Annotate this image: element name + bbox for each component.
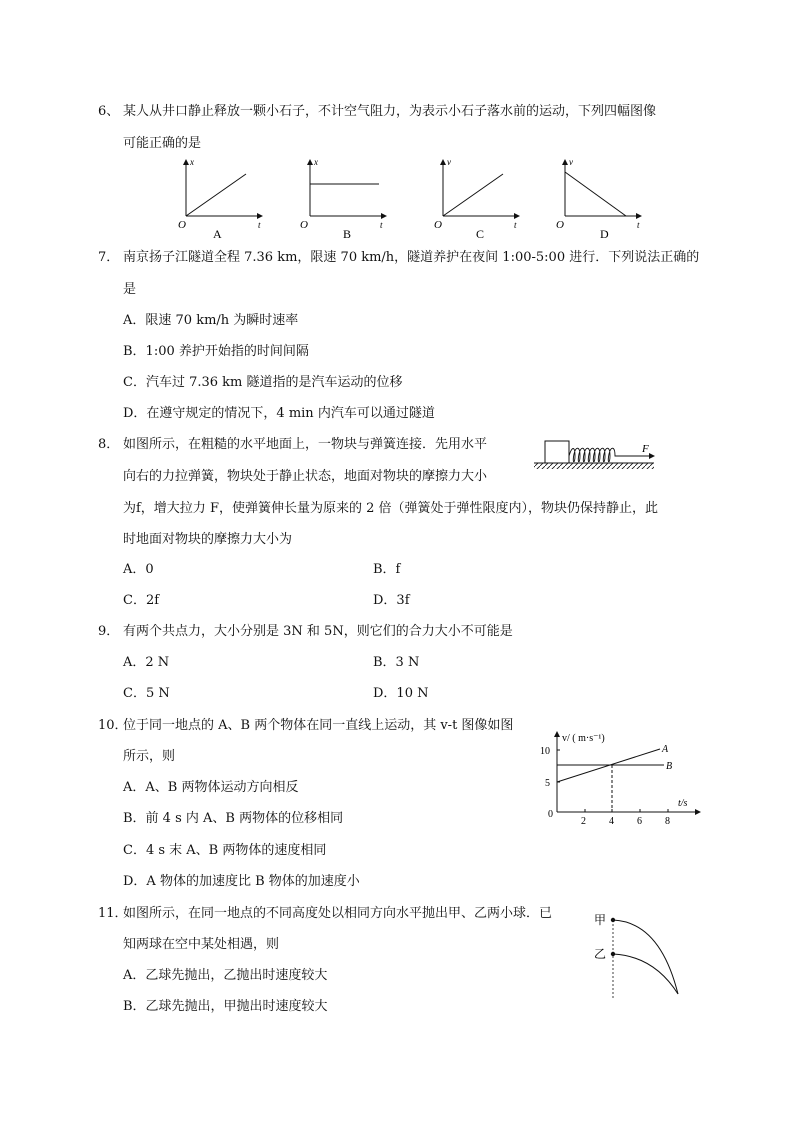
q6-a-y: x	[190, 157, 194, 167]
q7-option-b: B．1:00 养护开始指的时间间隔	[123, 344, 309, 359]
q6-a-x: t	[258, 220, 261, 230]
q8-option-b: B．f	[373, 562, 401, 577]
q8-stem-line3: 为f，增大拉力 F，使弹簧伸长量为原来的 2 倍（弹簧处于弹性限度内），物块仍保持静止，此	[123, 501, 659, 516]
label-yi: 乙	[594, 947, 607, 961]
q11-stem-line2: 知两球在空中某处相遇，则	[123, 937, 280, 952]
q6-b-x: t	[380, 220, 383, 230]
q6-c-o: O	[434, 219, 442, 231]
q10-vt-graph	[520, 728, 720, 828]
q6-c-y: v	[447, 157, 451, 167]
spring	[569, 448, 620, 462]
q6-d-y: v	[569, 157, 573, 167]
q11-number: 11．	[98, 906, 128, 921]
q10-option-a: A．A、B 两物体运动方向相反	[123, 780, 299, 795]
q6-c-x: t	[514, 220, 517, 230]
trajectory-jia	[613, 920, 678, 994]
block	[545, 441, 569, 463]
q7-option-a: A．限速 70 km/h 为瞬时速率	[123, 313, 299, 328]
q9-option-d: D．10 N	[373, 686, 429, 701]
q7-stem-line2: 是	[123, 282, 137, 297]
q10-xtick-2: 2	[581, 816, 586, 827]
q6-graph-d	[556, 157, 641, 240]
q10-xtick-6: 6	[637, 816, 642, 827]
q9-option-a: A．2 N	[123, 655, 170, 670]
q9-stem-line1: 有两个共点力，大小分别是 3N 和 5N，则它们的合力大小不可能是	[123, 624, 513, 639]
q11-stem-line1: 如图所示，在同一地点的不同高度处以相同方向水平抛出甲、乙两小球．已	[123, 906, 553, 921]
q10-ytick-10: 10	[540, 746, 550, 757]
q6-graph-c	[434, 157, 519, 240]
label-jia: 甲	[594, 913, 607, 927]
q6-b-y: x	[314, 157, 318, 167]
q9-option-b: B．3 N	[373, 655, 420, 670]
q7-stem-line1: 南京扬子江隧道全程 7.36 km，限速 70 km/h，隧道养护在夜间 1:00-5:00 进行．下列说法正确的	[123, 250, 700, 265]
q6-stem-line2: 可能正确的是	[123, 136, 202, 151]
q8-number: 8．	[98, 437, 120, 452]
q11-projectile-diagram	[590, 910, 690, 1000]
q8-option-c: C．2f	[123, 593, 160, 608]
q10-label-a: A	[662, 744, 669, 755]
q6-b-label: B	[343, 227, 352, 240]
q8-spring-diagram	[530, 436, 660, 476]
q10-number: 10．	[98, 718, 128, 733]
q8-stem-line1: 如图所示，在粗糙的水平地面上，一物块与弹簧连接．先用水平	[123, 437, 488, 452]
trajectory-yi	[613, 954, 678, 994]
q8-option-d: D．3f	[373, 593, 410, 608]
q10-xtick-8: 8	[665, 816, 670, 827]
q11-option-b: B．乙球先抛出，甲抛出时速度较大	[123, 999, 328, 1014]
q6-d-x: t	[637, 220, 640, 230]
q10-ylabel: v/ ( m·s⁻¹)	[562, 733, 605, 744]
q10-xtick-4: 4	[609, 816, 614, 827]
q10-stem-line2: 所示，则	[123, 749, 176, 764]
q6-c-label: C	[476, 227, 485, 240]
q10-label-b: B	[666, 761, 673, 772]
q6-graph-a	[178, 157, 262, 240]
q10-option-b: B．前 4 s 内 A、B 两物体的位移相同	[123, 811, 344, 826]
q7-option-c: C．汽车过 7.36 km 隧道指的是汽车运动的位移	[123, 375, 403, 390]
q6-graph-b	[300, 157, 386, 240]
q6-number: 6、	[98, 104, 120, 119]
q6-b-o: O	[300, 219, 308, 231]
q8-stem-line4: 时地面对物块的摩擦力大小为	[123, 532, 293, 547]
q6-a-label: A	[213, 227, 222, 240]
q6-graphs	[0, 150, 794, 240]
q10-ytick-5: 5	[545, 778, 550, 789]
q9-option-c: C．5 N	[123, 686, 170, 701]
q10-option-c: C．4 s 末 A、B 两物体的速度相同	[123, 843, 327, 858]
q7-number: 7．	[98, 250, 120, 265]
q6-d-o: O	[556, 219, 564, 231]
q6-stem-line1: 某人从井口静止释放一颗小石子，不计空气阻力，为表示小石子落水前的运动，下列四幅图像	[123, 104, 657, 119]
q9-number: 9．	[98, 624, 120, 639]
q7-option-d: D．在遵守规定的情况下，4 min 内汽车可以通过隧道	[123, 406, 435, 421]
q8-option-a: A．0	[123, 562, 154, 577]
q6-d-label: D	[600, 227, 609, 240]
q10-origin: 0	[548, 809, 553, 820]
q6-a-o: O	[178, 219, 186, 231]
q11-option-a: A．乙球先抛出，乙抛出时速度较大	[123, 968, 328, 983]
force-label: F	[642, 443, 649, 455]
q10-option-d: D．A 物体的加速度比 B 物体的加速度小	[123, 874, 360, 889]
q10-stem-line1: 位于同一地点的 A、B 两个物体在同一直线上运动，其 v-t 图像如图	[123, 718, 514, 733]
q8-stem-line2: 向右的力拉弹簧，物块处于静止状态，地面对物块的摩擦力大小	[123, 469, 488, 484]
q10-xlabel: t/s	[678, 798, 688, 809]
